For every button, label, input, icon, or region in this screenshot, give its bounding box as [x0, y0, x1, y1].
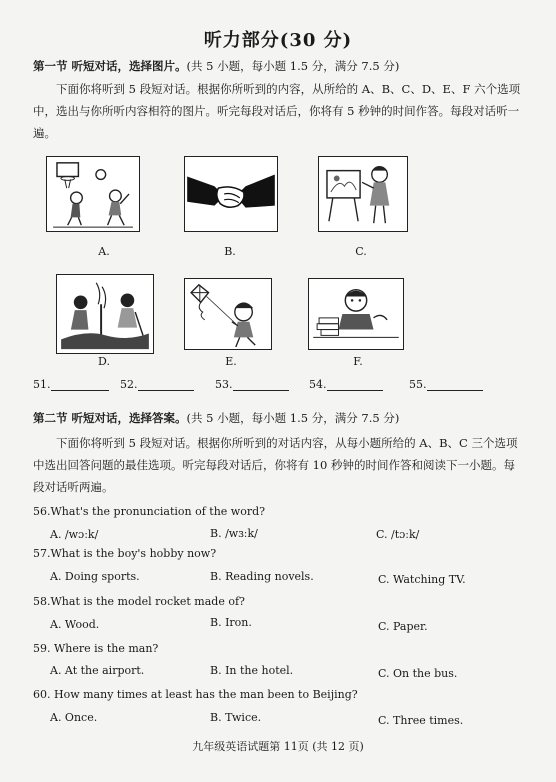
section1-heading-scoring: (共 5 小题，每小题 1.5 分，满分 7.5 分): [186, 59, 400, 73]
picture-c-label: C.: [355, 245, 367, 258]
picture-c: [318, 156, 408, 232]
section1-heading-label: 第一节 听短对话，选择图片。: [33, 59, 187, 73]
question-60: 60. How many times at least has the man been to Beijing?: [33, 688, 358, 701]
q56-option-c[interactable]: C. /tɔːk/: [376, 528, 420, 541]
picture-b: [184, 156, 278, 232]
answer-blank-51[interactable]: [33, 378, 109, 391]
picture-f: [308, 278, 404, 350]
picture-e-label: E.: [225, 355, 237, 368]
section2-heading-scoring: (共 5 小题，每小题 1.5 分，满分 7.5 分): [186, 411, 400, 425]
q58-option-a[interactable]: A. Wood.: [50, 618, 100, 631]
picture-b-label: B.: [224, 245, 236, 258]
q56-option-b[interactable]: B. /wɜːk/: [210, 527, 258, 540]
answer-blank-54-number: 54.: [309, 378, 327, 391]
kids-planting-tree-icon: [57, 275, 153, 353]
picture-e: [184, 278, 272, 350]
question-59: 59. Where is the man?: [33, 642, 159, 655]
picture-a-label: A.: [98, 245, 110, 258]
picture-a: [46, 156, 140, 232]
question-58: 58.What is the model rocket made of?: [33, 595, 245, 608]
handshake-icon: [185, 157, 277, 231]
answer-blank-54[interactable]: [309, 378, 383, 391]
section2-heading: [33, 410, 399, 426]
section2-instructions: 下面你将听到 5 段短对话。根据你所听到的对话内容，从每小题所给的 A、B、C 三个选项中选出回答问题的最佳选项。听完每段对话后，你将有 10 秒钟的时间作答和阅读下一小题。每段对话听两遍。: [33, 436, 518, 494]
answer-blank-55[interactable]: [409, 378, 483, 391]
page-footer: 九年级英语试题第 11页 (共 12 页): [192, 740, 364, 753]
q60-option-c[interactable]: C. Three times.: [378, 714, 464, 727]
q57-option-a[interactable]: A. Doing sports.: [50, 570, 140, 583]
answer-blank-55-number: 55.: [409, 378, 427, 391]
question-57: 57.What is the boy's hobby now?: [33, 547, 217, 560]
answer-blank-52[interactable]: [120, 378, 194, 391]
q59-option-b[interactable]: B. In the hotel.: [210, 664, 294, 677]
picture-f-label: F.: [353, 355, 363, 368]
picture-d-label: D.: [98, 355, 110, 368]
answer-blank-53-number: 53.: [215, 378, 233, 391]
q58-option-c[interactable]: C. Paper.: [378, 620, 428, 633]
question-56: 56.What's the pronunciation of the word?: [33, 505, 266, 518]
answer-blank-53[interactable]: [215, 378, 289, 391]
section1-heading: [33, 58, 399, 74]
basketball-kids-icon: [47, 157, 139, 231]
q59-option-a[interactable]: A. At the airport.: [50, 664, 145, 677]
q56-option-a[interactable]: A. /wɔːk/: [50, 528, 99, 541]
q60-option-a[interactable]: A. Once.: [50, 711, 98, 724]
q57-option-b[interactable]: B. Reading novels.: [210, 570, 314, 583]
q57-option-c[interactable]: C. Watching TV.: [378, 573, 466, 586]
section1-instructions: 下面你将听到 5 段短对话。根据你所听到的内容，从所给的 A、B、C、D、E、F 六个选项中，选出与你所听内容相符的图片。听完每段对话后，你将有 5 秒钟的时间作答。每段对话听一遍。: [33, 82, 521, 140]
answer-blank-52-number: 52.: [120, 378, 138, 391]
answer-blank-51-number: 51.: [33, 378, 51, 391]
picture-d: [56, 274, 154, 354]
page-title: 听力部分(30 分): [203, 30, 353, 51]
q59-option-c[interactable]: C. On the bus.: [378, 667, 458, 680]
q58-option-b[interactable]: B. Iron.: [210, 616, 252, 629]
girl-painting-icon: [319, 157, 407, 231]
boy-reading-icon: [309, 279, 403, 349]
q60-option-b[interactable]: B. Twice.: [210, 711, 262, 724]
girl-flying-kite-icon: [185, 279, 271, 349]
section2-heading-label: 第二节 听短对话，选择答案。: [33, 411, 187, 425]
